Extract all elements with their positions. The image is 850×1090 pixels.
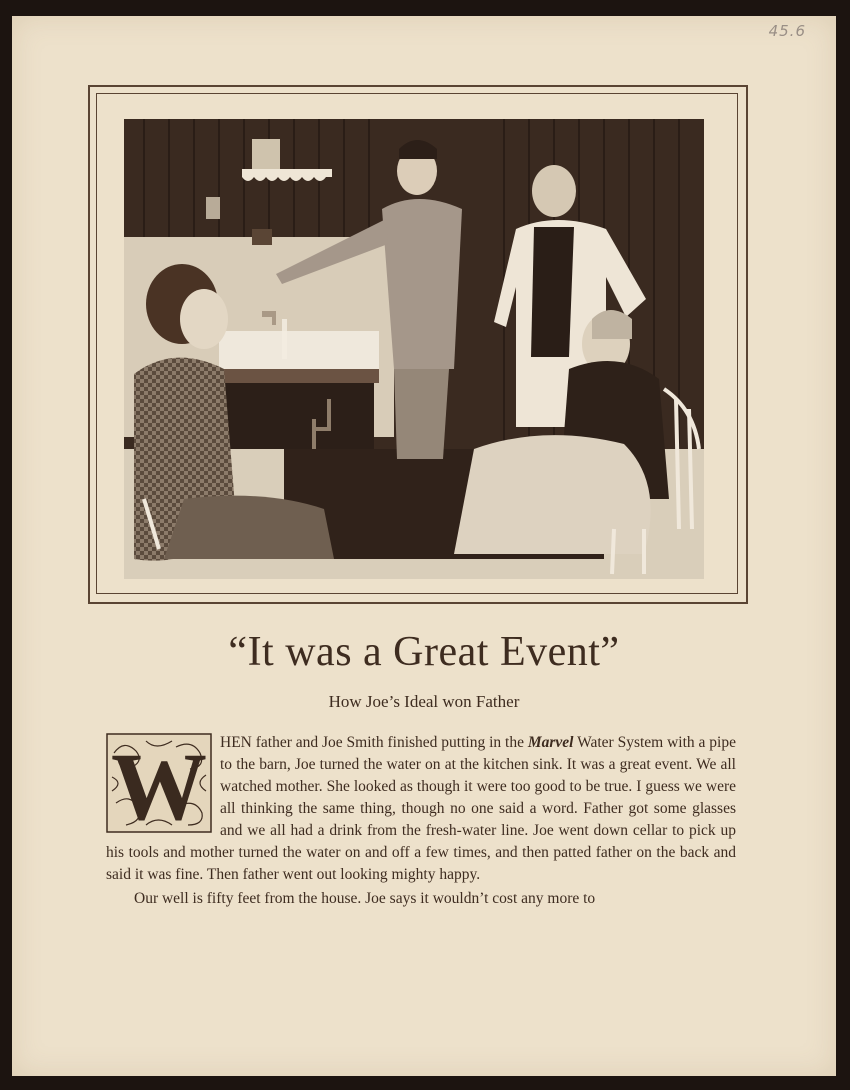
headline: “It was a Great Event” [228,629,620,675]
photograph-family-kitchen-sink-icon [124,119,704,579]
paragraph-1-lead: HEN father and Joe Smith finished putting in the [220,734,528,751]
drop-cap-letter: W [111,733,207,833]
article-body [106,732,736,910]
document-page [12,16,836,1076]
decorative-initial-icon [106,733,212,833]
drop-cap-ornament [106,733,212,833]
kitchen-photograph [124,119,704,579]
paragraph-1-rest: Water System with a pipe to the barn, Joe turned the water on at the kitchen sink. It was a great event. We all watched mother. She looked as though it were too good to be true. I guess we were all thinking the same thing, though no one said a word. Father got some glasses and we all had a drink from the fresh-water line. Joe went down cellar to pick up his tools and mother turned the water on and off a few times, and then patted father on the back and said it was fine. Then father went out looking mighty happy. [106,734,736,883]
subheadline: How Joe’s Ideal won Father [328,692,520,711]
accession-number: 45.6 [768,22,806,40]
brand-name: Marvel [527,734,574,751]
paragraph-2: Our well is fifty feet from the house. Joe says it wouldn’t cost any more to [134,890,596,907]
